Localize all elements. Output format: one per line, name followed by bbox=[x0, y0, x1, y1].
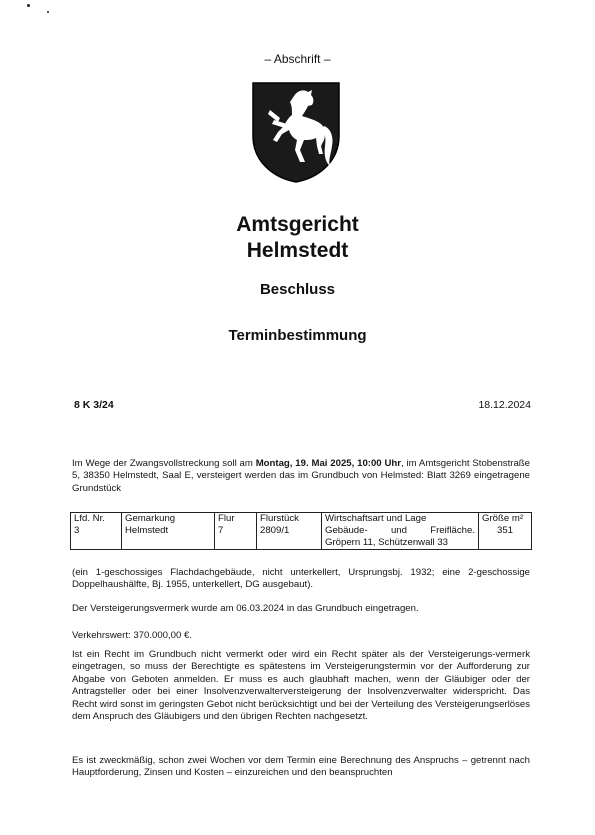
document-subject: Terminbestimmung bbox=[228, 327, 367, 344]
case-number: 8 K 3/24 bbox=[74, 399, 114, 411]
court-name-line2: Helmstedt bbox=[246, 239, 349, 262]
table-header-row bbox=[71, 513, 532, 526]
copy-label: – Abschrift – bbox=[264, 52, 331, 66]
document-type: Beschluss bbox=[259, 281, 336, 298]
col-gemarkung: Gemarkung bbox=[122, 513, 215, 526]
court-name bbox=[0, 212, 595, 264]
cell-wirtschaftsart bbox=[322, 525, 479, 550]
coat-of-arms-icon bbox=[250, 80, 342, 184]
scan-speck bbox=[27, 4, 30, 7]
cell-flurstueck: 2809/1 bbox=[257, 525, 322, 550]
market-value: Verkehrswert: 370.000,00 €. bbox=[72, 630, 192, 641]
property-description: (ein 1-geschossiges Flachdachgebäude, nicht unterkellert, Ursprungsbj. 1932; eine 2-geschossige Doppelhaushälfte, Bj. 1955, unterkellert, DG ausgebaut). bbox=[72, 567, 530, 591]
court-name-line1: Amtsgericht bbox=[236, 213, 359, 236]
col-lfd-nr: Lfd. Nr. bbox=[71, 513, 122, 526]
document-date: 18.12.2024 bbox=[478, 399, 531, 411]
claims-paragraph: Es ist zweckmäßig, schon zwei Wochen vor dem Termin eine Berechnung des Anspruchs – getrennt nach Hauptforderung, Zinsen und Kosten – einzureichen und den beanspruchten bbox=[72, 755, 530, 779]
cell-gemarkung: Helmstedt bbox=[122, 525, 215, 550]
scan-speck bbox=[47, 11, 49, 13]
col-flur: Flur bbox=[215, 513, 257, 526]
rights-paragraph: Ist ein Recht im Grundbuch nicht vermerkt oder wird ein Recht später als der Versteigerungs-vermerk eingetragen, so muss der Berechtigte es spätestens im Versteigerungstermin vor der Aufforderung zur Abgabe von Geboten anmelden. Er muss es auch glaubhaft machen, wenn der Gläubiger oder der Antragsteller oder bei einer Insolvenzverwalterversteigerung der Insolvenzverwalter widerspricht. Das Recht wird sonst im geringsten Gebot nicht berücksichtigt und bei der Verteilung des Versteigerungserlöses dem Anspruch des Gläubigers und den übrigen Rechten nachgesetzt. bbox=[72, 649, 530, 723]
cell-wirtschaftsart-line1: Gebäude- und Freifläche. bbox=[325, 525, 475, 536]
parcel-table bbox=[70, 512, 532, 550]
cell-flur: 7 bbox=[215, 525, 257, 550]
col-wirtschaftsart: Wirtschaftsart und Lage bbox=[322, 513, 479, 526]
table-row bbox=[71, 525, 532, 550]
col-flurstueck: Flurstück bbox=[257, 513, 322, 526]
intro-prefix: Im Wege der Zwangsvollstreckung soll am bbox=[72, 458, 256, 469]
intro-suffix: , im Amtsgericht Stobenstraße 5, 38350 Helmstedt, Saal E, versteigert werden das im Grundbuch von Helmsted: Blatt 3269 eingetragene Grundstück bbox=[72, 458, 530, 494]
col-groesse: Größe m² bbox=[479, 513, 532, 526]
intro-paragraph bbox=[72, 458, 530, 495]
appointment-datetime: Montag, 19. Mai 2025, 10:00 Uhr bbox=[255, 458, 401, 469]
cell-lfd-nr: 3 bbox=[71, 525, 122, 550]
cell-wirtschaftsart-line2: Gröpern 11, Schützenwall 33 bbox=[325, 537, 449, 548]
vermerk-paragraph: Der Versteigerungsvermerk wurde am 06.03.2024 in das Grundbuch eingetragen. bbox=[72, 603, 419, 614]
cell-groesse: 351 bbox=[479, 525, 532, 550]
